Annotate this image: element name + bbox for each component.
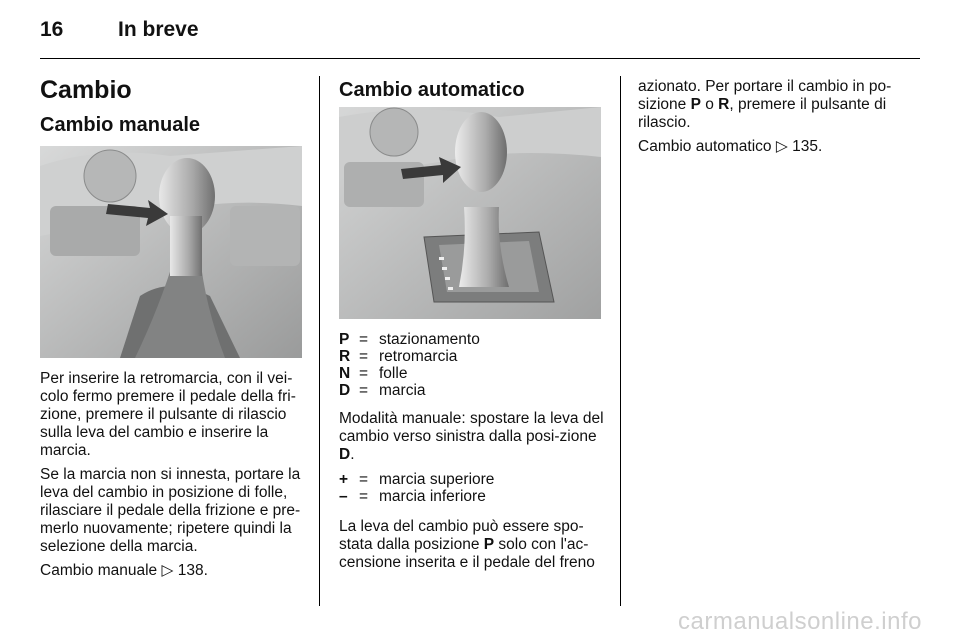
shift-item-down: – = marcia inferiore <box>339 488 486 505</box>
minus-icon: – <box>339 488 348 505</box>
section-title: Cambio <box>40 76 132 104</box>
header-rule <box>40 58 920 59</box>
subtitle-manual: Cambio manuale <box>40 114 201 136</box>
position-item-d: D = marcia <box>339 382 426 399</box>
shift-item-up: + = marcia superiore <box>339 471 495 488</box>
manual-para-1: Per inserire la retromarcia, con il vei-colo fermo premere il pedale della fri-zione, premere il pulsante di rilascio sulla leva del cambio e inserire la marcia. <box>40 370 296 459</box>
position-item-n: N = folle <box>339 365 408 382</box>
subtitle-auto: Cambio automatico <box>339 79 525 101</box>
position-list <box>339 331 609 399</box>
release-text: La leva del cambio può essere spo-stata dalla posizione P solo con l'ac-censione inserita e il pedale del freno <box>339 518 595 571</box>
manual-ref[interactable]: Cambio manuale ▷ 138. <box>40 562 208 579</box>
page-number: 16 <box>40 18 64 41</box>
automatic-gearbox-figure <box>339 107 601 319</box>
column-1-text <box>40 370 305 580</box>
page-header <box>40 18 199 42</box>
column-2 <box>339 78 604 102</box>
manual-para-2: Se la marcia non si innesta, portare la leva del cambio in posizione di folle, rilasciare il pedale della frizione e pre-merlo nuovamente; ripetere quindi la selezione della marcia. <box>40 466 301 555</box>
continued-text: azionato. Per portare il cambio in po-sizione P o R, premere il pulsante di rilascio. <box>638 78 892 131</box>
shift-list <box>339 471 609 505</box>
position-item-p: P = stazionamento <box>339 331 480 348</box>
auto-ref[interactable]: Cambio automatico ▷ 135. <box>638 138 823 155</box>
plus-icon: + <box>339 471 349 488</box>
position-item-r: R = retromarcia <box>339 348 458 365</box>
manual-gearbox-figure <box>40 146 302 358</box>
manual-mode-text: Modalità manuale: spostare la leva del cambio verso sinistra dalla posi-zione D. <box>339 410 604 463</box>
column-1 <box>40 76 305 137</box>
watermark: carmanualsonline.info <box>678 608 922 635</box>
ref-arrow-icon: ▷ <box>775 138 788 155</box>
ref-arrow-icon: ▷ <box>161 562 174 579</box>
column-divider-2 <box>620 76 621 606</box>
column-divider-1 <box>319 76 320 606</box>
column-2-text <box>339 331 609 572</box>
column-3 <box>638 78 908 156</box>
header-title: In breve <box>118 18 199 41</box>
